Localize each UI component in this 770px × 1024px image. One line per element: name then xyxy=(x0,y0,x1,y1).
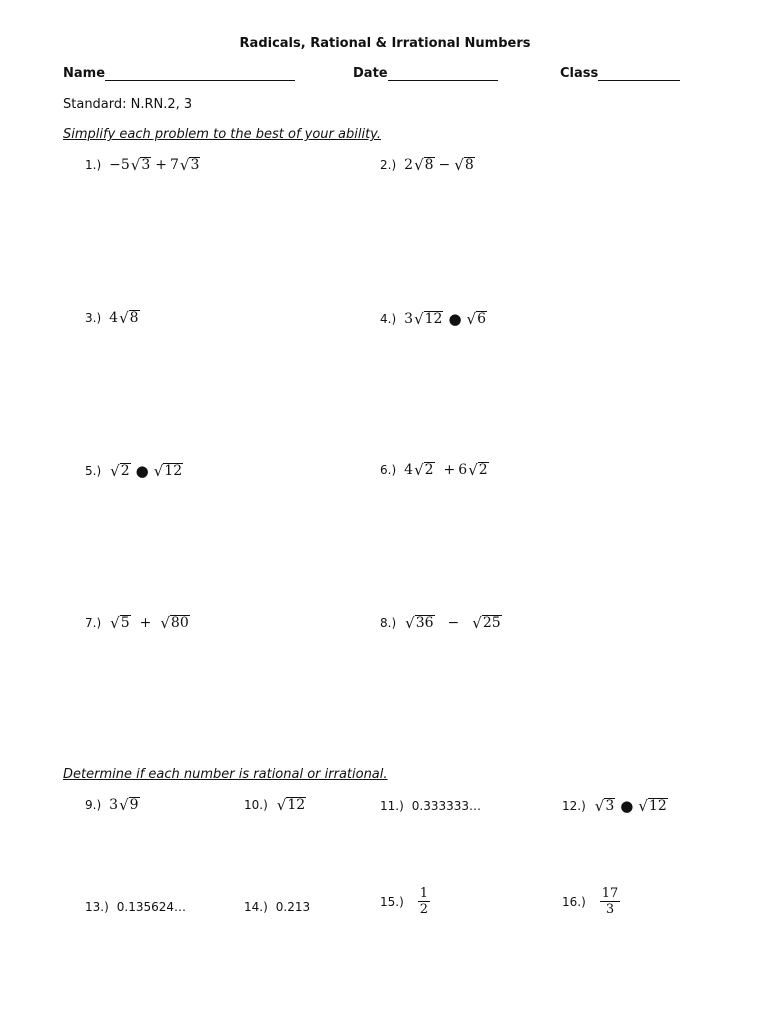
problem-14 xyxy=(244,900,310,914)
radical: √ 5 xyxy=(110,613,130,632)
name-field xyxy=(63,66,295,81)
problem-2 xyxy=(380,157,476,173)
simplify-instructions: Simplify each problem to the best of your ability. xyxy=(63,127,381,142)
problem-number: 15.) xyxy=(380,894,404,909)
problem-7 xyxy=(85,615,191,631)
fraction-denominator: 3 xyxy=(605,902,615,917)
standard-text: Standard: N.RN.2, 3 xyxy=(63,97,193,112)
determine-instructions: Determine if each number is rational or irrational. xyxy=(63,767,388,782)
problem-15 xyxy=(380,886,430,917)
fraction-denominator: 2 xyxy=(419,902,429,917)
radical: √ 3 xyxy=(179,155,200,174)
fraction xyxy=(418,886,430,917)
fraction xyxy=(600,886,621,917)
problem-value: 0.333333… xyxy=(411,799,482,813)
problem-expression: 3 √ 9 xyxy=(109,795,139,814)
radical: √ 25 xyxy=(472,613,501,632)
problem-6 xyxy=(380,462,490,478)
problem-number: 8.) xyxy=(380,616,397,630)
class-blank[interactable] xyxy=(598,68,680,81)
problem-number: 3.) xyxy=(85,311,102,325)
problem-16 xyxy=(562,886,620,917)
problem-number: 5.) xyxy=(85,464,102,478)
radical: √ 8 xyxy=(454,155,474,174)
name-blank[interactable] xyxy=(105,68,295,81)
problem-number: 2.) xyxy=(380,158,397,172)
radical: √ 12 xyxy=(276,795,306,814)
problem-number: 14.) xyxy=(244,900,268,914)
problem-number: 10.) xyxy=(244,797,268,812)
problem-10 xyxy=(244,797,307,813)
problem-8 xyxy=(380,615,503,631)
class-field xyxy=(560,66,680,81)
problem-number: 12.) xyxy=(562,799,586,813)
date-label: Date xyxy=(353,66,388,81)
problem-expression: 4 √ 8 xyxy=(109,308,139,327)
radical: √ 80 xyxy=(160,613,189,632)
radical: √ 8 xyxy=(119,308,139,327)
radical: √ 8 xyxy=(414,155,434,174)
problem-13 xyxy=(85,900,186,914)
worksheet-title: Radicals, Rational & Irrational Numbers xyxy=(239,36,531,51)
problem-1 xyxy=(85,157,201,173)
problem-value: 0.213 xyxy=(275,900,311,914)
fraction-numerator: 1 xyxy=(419,886,429,901)
problem-expression: √ 3 ● √ 12 xyxy=(594,796,667,815)
problem-value: 0.135624… xyxy=(116,900,187,914)
problem-expression: √ 36 − √ 25 xyxy=(405,613,501,632)
radical: √ 12 xyxy=(638,796,667,815)
radical: √ 3 xyxy=(130,155,151,174)
problem-number: 11.) xyxy=(380,799,404,813)
problem-number: 7.) xyxy=(85,616,102,630)
radical: √ 12 xyxy=(153,461,183,480)
problem-expression: 4 √ 2 + 6 √ 2 xyxy=(404,460,488,479)
date-field xyxy=(353,66,498,81)
radical: √ 2 xyxy=(468,460,488,479)
radical: √ 9 xyxy=(119,795,139,814)
problem-3 xyxy=(85,310,141,326)
radical: √ 12 xyxy=(414,309,443,328)
problem-11 xyxy=(380,799,481,813)
problem-expression: 3 √ 12 ● √ 6 xyxy=(404,309,487,328)
problem-number: 16.) xyxy=(562,894,586,909)
problem-expression xyxy=(276,797,307,813)
problem-12 xyxy=(562,797,669,815)
problem-expression: 2 √ 8 − √ 8 xyxy=(404,155,474,174)
radical: √ 36 xyxy=(405,613,434,632)
radical: √ 6 xyxy=(466,309,487,328)
problem-4 xyxy=(380,310,488,328)
class-label: Class xyxy=(560,66,599,81)
problem-expression: √ 5 + √ 80 xyxy=(110,613,189,632)
radical: √ 2 xyxy=(414,460,434,479)
fraction-numerator: 17 xyxy=(601,886,619,901)
problem-number: 6.) xyxy=(380,463,397,477)
name-label: Name xyxy=(63,66,106,81)
problem-number: 13.) xyxy=(85,900,109,914)
problem-number: 1.) xyxy=(85,158,102,172)
problem-number: 9.) xyxy=(85,798,102,812)
problem-5 xyxy=(85,462,184,480)
problem-9 xyxy=(85,797,141,813)
problem-expression: √ 2 ● √ 12 xyxy=(110,461,183,480)
problem-expression: −5 √ 3 + 7 √ 3 xyxy=(109,155,200,174)
problem-number: 4.) xyxy=(380,312,397,326)
radical: √ 2 xyxy=(110,461,130,480)
date-blank[interactable] xyxy=(388,68,498,81)
radical: √ 3 xyxy=(594,796,615,815)
